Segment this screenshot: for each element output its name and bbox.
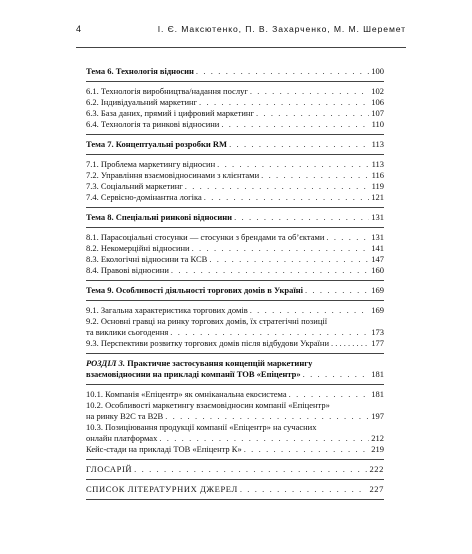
- toc-entry-title: Тема 9. Особливості діяльності торгових домів в Україні: [86, 285, 303, 295]
- toc-entry-title: 6.4. Технологія та ринкові відносини: [86, 119, 220, 129]
- dot-leader: [289, 389, 370, 400]
- toc-item-9-1[interactable]: [86, 305, 384, 316]
- toc-item-8-1[interactable]: [86, 232, 384, 243]
- toc-entry-page: 110: [371, 119, 384, 129]
- toc-entry-page: 119: [371, 181, 384, 191]
- toc-entry-title-line-2: та виклики сьогодення: [86, 327, 169, 337]
- toc-entry-title: Тема 7. Концептуальні розробки RM: [86, 139, 228, 149]
- toc-entry-page: 131: [371, 212, 384, 222]
- toc-item-6-3[interactable]: [86, 108, 384, 119]
- toc-entry-page: 106: [371, 97, 384, 107]
- toc-entry-page: 147: [371, 254, 384, 264]
- dot-leader: [204, 192, 370, 203]
- toc-entry-title: 7.3. Соціальний маркетинг: [86, 181, 183, 191]
- toc-entry-page: 177: [371, 338, 384, 348]
- toc-entry-page: 107: [371, 108, 384, 118]
- dot-leader: [331, 338, 369, 349]
- dot-leader: [234, 212, 369, 223]
- dot-leader: [185, 181, 370, 192]
- toc-entry-title: 7.4. Сервісно-домінантна логіка: [86, 192, 202, 202]
- dot-leader: [221, 119, 369, 130]
- toc-entry-title-line-1: Практичне застосування концепцій маркетингу: [125, 358, 313, 368]
- toc-divider: [86, 81, 384, 82]
- toc-entry-title-line-1: 10.3. Позиціювання продукції компанії «Епіцентр» на сучасних: [86, 422, 317, 432]
- toc-item-10-2[interactable]: [86, 400, 384, 422]
- dot-leader: [261, 170, 369, 181]
- toc-item-8-4[interactable]: [86, 265, 384, 276]
- section-prefix: РОЗДІЛ 3.: [86, 358, 125, 368]
- toc-entry-page: 169: [371, 305, 384, 315]
- dot-leader: [170, 327, 369, 338]
- toc-item-9-2[interactable]: [86, 316, 384, 338]
- dot-leader: [134, 464, 367, 475]
- toc-entry-title-line-1: 9.2. Основні гравці на ринку торгових домів, їх стратегічні позиції: [86, 316, 328, 326]
- dot-leader: [305, 285, 369, 296]
- toc-divider: [86, 280, 384, 281]
- toc-item-7-4[interactable]: [86, 192, 384, 203]
- toc-entry-page: 113: [371, 159, 384, 169]
- toc-entry-page: 197: [371, 411, 384, 421]
- dot-leader: [250, 86, 369, 97]
- toc-divider: [86, 207, 384, 208]
- toc-entry-title: 10.1. Компанія «Епіцентр» як омніканальна екосистема: [86, 389, 287, 399]
- toc-entry-page: 222: [369, 464, 384, 474]
- toc-divider: [86, 300, 384, 301]
- toc-divider: [86, 479, 384, 480]
- toc-topic-8[interactable]: [86, 212, 384, 223]
- toc-item-6-4[interactable]: [86, 119, 384, 130]
- dot-leader: [165, 411, 369, 422]
- dot-leader: [256, 108, 369, 119]
- toc-entry-page: 181: [371, 369, 384, 379]
- toc-entry-title: 6.1. Технологія виробництва/надання послуг: [86, 86, 248, 96]
- toc-entry-title: 6.3. База даних, прямий і цифровий маркетинг: [86, 108, 254, 118]
- toc-item-8-2[interactable]: [86, 243, 384, 254]
- toc-references[interactable]: [86, 484, 384, 495]
- toc-divider: [86, 353, 384, 354]
- toc-topic-9[interactable]: [86, 285, 384, 296]
- toc-entry-title: 8.4. Правові відносини: [86, 265, 169, 275]
- toc-entry-page: 100: [371, 66, 384, 76]
- toc-entry-page: 169: [371, 285, 384, 295]
- toc-entry-page: 212: [371, 433, 384, 443]
- toc-entry-title-line-2: на ринку B2C та B2B: [86, 411, 164, 421]
- toc-entry-title: Тема 8. Спеціальні ринкові відносини: [86, 212, 233, 222]
- dot-leader: [244, 444, 370, 455]
- toc-entry-title: СПИСОК ЛІТЕРАТУРНИХ ДЖЕРЕЛ: [86, 484, 238, 494]
- toc-divider: [86, 384, 384, 385]
- running-header: [76, 24, 406, 37]
- toc-divider: [86, 134, 384, 135]
- toc-entry-page: 160: [371, 265, 384, 275]
- toc-entry-page: 173: [371, 327, 384, 337]
- toc-topic-7[interactable]: [86, 139, 384, 150]
- toc-entry-title: Кейс-стади на прикладі ТОВ «Епіцентр К»: [86, 444, 242, 454]
- dot-leader: [326, 232, 369, 243]
- dot-leader: [192, 243, 370, 254]
- dot-leader: [196, 66, 369, 77]
- toc-entry-title: 9.1. Загальна характеристика торгових домів: [86, 305, 248, 315]
- dot-leader: [217, 159, 369, 170]
- toc-divider: [86, 459, 384, 460]
- toc-item-10-1[interactable]: [86, 389, 384, 400]
- toc-entry-title: 8.2. Некомерційні відносини: [86, 243, 190, 253]
- dot-leader: [171, 265, 369, 276]
- toc-item-10-3[interactable]: [86, 422, 384, 444]
- toc-entry-page: 102: [371, 86, 384, 96]
- toc-entry-title: 9.3. Перспективи розвитку торгових домів після відбудови України: [86, 338, 329, 348]
- toc-entry-title: 8.3. Екологічні відносини та КСВ: [86, 254, 208, 264]
- toc-entry-page: 219: [371, 444, 384, 454]
- header-rule: [76, 47, 406, 48]
- dot-leader: [209, 254, 369, 265]
- toc-entry-title-line-1: 10.2. Особливості маркетингу взаємовідносин компанії «Епіцентр»: [86, 400, 330, 410]
- toc-entry-title: 7.1. Проблема маркетингу відносин: [86, 159, 216, 169]
- toc-entry-title: 8.1. Парасоціальні стосунки — стосунки з брендами та об’єктами: [86, 232, 325, 242]
- toc-entry-page: 227: [369, 484, 384, 494]
- running-header-authors: І. Є. Максютенко, П. В. Захарченко, М. М. Шеремет: [157, 24, 406, 34]
- toc-entry-title: 7.2. Управління взаємовідносинами з клієнтами: [86, 170, 260, 180]
- toc-item-6-2[interactable]: [86, 97, 384, 108]
- toc-entry-page: 141: [371, 243, 384, 253]
- toc-entry-page: 113: [371, 139, 384, 149]
- toc-item-7-2[interactable]: [86, 170, 384, 181]
- toc-item-9-3[interactable]: [86, 338, 384, 349]
- toc-topic-6[interactable]: [86, 66, 384, 77]
- toc-entry-title-line-2: взаємовідносини на прикладі компанії ТОВ «Епіцентр»: [86, 369, 301, 379]
- toc-item-7-1[interactable]: [86, 159, 384, 170]
- dot-leader: [199, 97, 369, 108]
- toc-entry-title-line-2: онлайн платформах: [86, 433, 158, 443]
- toc-entry-page: 181: [371, 389, 384, 399]
- dot-leader: [229, 139, 370, 150]
- toc-entry-page: 121: [371, 192, 384, 202]
- toc-section-3[interactable]: [86, 358, 384, 380]
- table-of-contents: [86, 66, 384, 504]
- toc-divider: [86, 227, 384, 228]
- toc-item-7-3[interactable]: [86, 181, 384, 192]
- toc-item-case-study[interactable]: [86, 444, 384, 455]
- toc-entry-title: ГЛОСАРІЙ: [86, 464, 133, 474]
- dot-leader: [303, 369, 370, 380]
- toc-glossary[interactable]: [86, 464, 384, 475]
- toc-entry-title: 6.2. Індивідуальний маркетинг: [86, 97, 198, 107]
- toc-divider: [86, 499, 384, 500]
- page-number: 4: [76, 24, 82, 34]
- toc-entry-page: 131: [371, 232, 384, 242]
- toc-entry-page: 116: [371, 170, 384, 180]
- toc-divider: [86, 154, 384, 155]
- toc-item-6-1[interactable]: [86, 86, 384, 97]
- dot-leader: [250, 305, 370, 316]
- dot-leader: [240, 484, 368, 495]
- toc-item-8-3[interactable]: [86, 254, 384, 265]
- toc-entry-title: Тема 6. Технологія відносин: [86, 66, 194, 76]
- dot-leader: [159, 433, 369, 444]
